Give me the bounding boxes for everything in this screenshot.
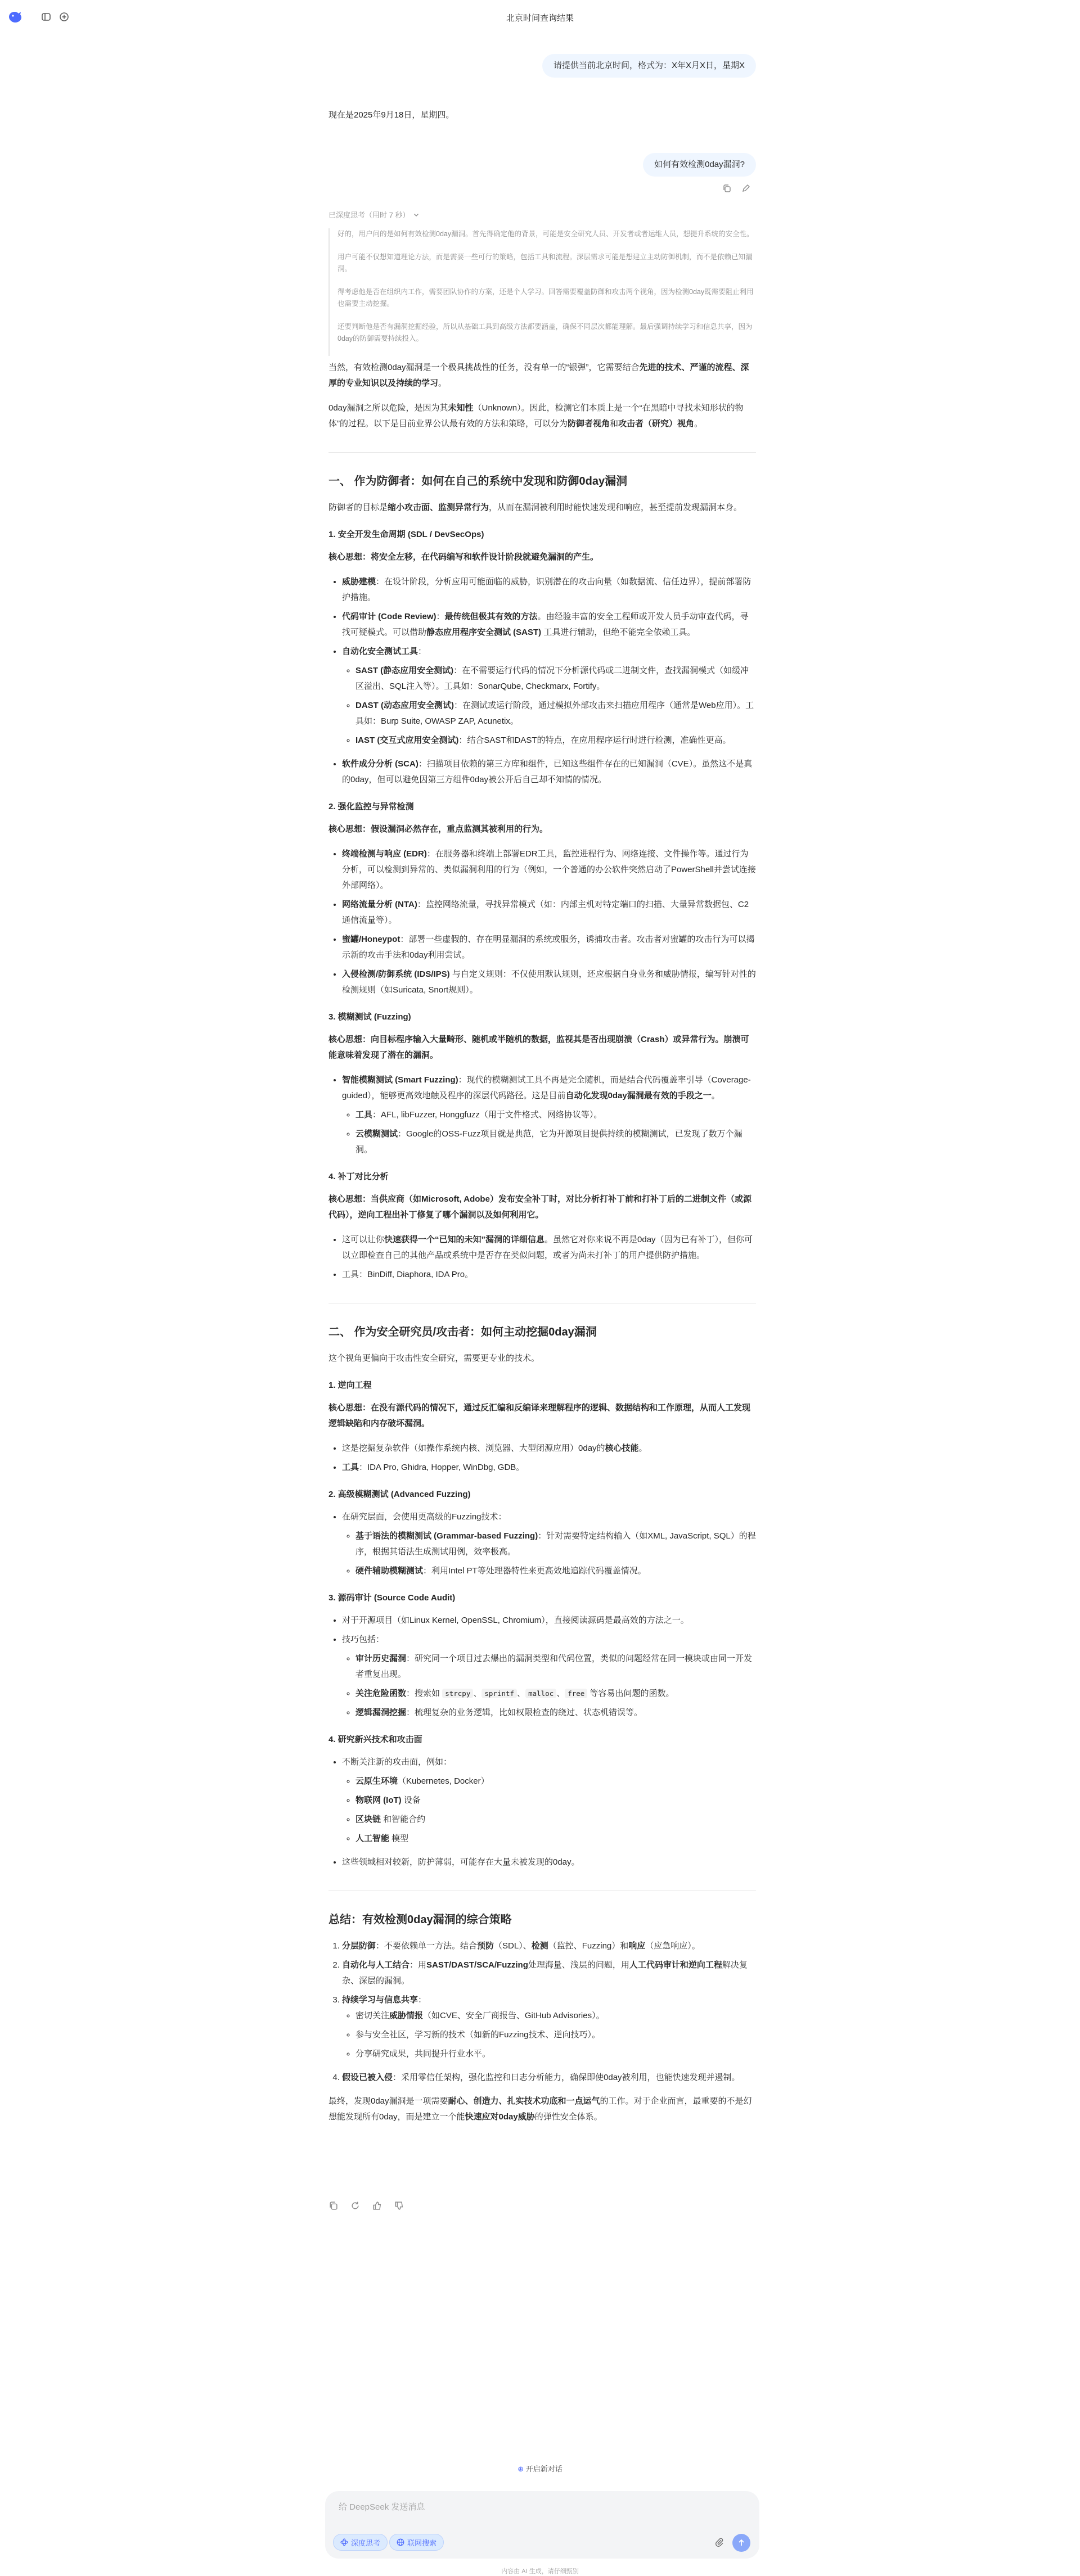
thinking-content: [328, 228, 756, 356]
subsection-heading: 4. 研究新兴技术和攻击面: [328, 1735, 422, 1744]
section-heading: 总结：有效检测0day漏洞的综合策略: [328, 1914, 512, 1926]
inline-code: strcpy: [442, 1689, 473, 1698]
answer-paragraph: 最终，发现0day漏洞是一项需要耐心、创造力、扎实技术功底和一点运气的工作。对于企业而言，最重要的不是幻想能发现所有0day，而是建立一个能快速应对0day威胁的弹性安全体系。: [328, 2096, 752, 2122]
list-item: ◦ IAST (交互式应用安全测试)：结合SAST和DAST的特点，在应用程序运行时进行检测，准确性更高。: [356, 733, 756, 748]
list-item: • 智能模糊测试 (Smart Fuzzing)：现代的模糊测试工具不再是完全随机，而是结合代码覆盖率引导（Coverage-guided），能够更高效地触及程序的深层代码路径。这是目前自动化发现0day漏洞最有效的手段之一。 ◦ 工具：AFL, libFuzzer, Honggfuzz（用于文件格式、网络协议等）。 ◦ 云模糊测试：Google的OSS-Fuzz项目就是典范，它为开源项目提供持续的模糊测试，已发现了数万个漏洞。: [342, 1072, 756, 1158]
list-item: • 在研究层面，会使用更高级的Fuzzing技术： ◦ 基于语法的模糊测试 (Grammar-based Fuzzing)：针对需要特定结构输入（如XML, JavaScript, SQL）的程序，根据其语法生成测试用例，效率极高。 ◦ 硬件辅助模糊测试：利用Intel PT等处理器特性来更高效地追踪代码覆盖情况。: [342, 1509, 756, 1579]
list-item: • 蜜罐/Honeypot：部署一些虚假的、存在明显漏洞的系统或服务，诱捕攻击者。攻击者对蜜罐的攻击行为可以揭示新的攻击手法和0day利用尝试。: [342, 932, 756, 963]
list-item: ◦ 云模糊测试：Google的OSS-Fuzz项目就是典范，它为开源项目提供持续的模糊测试，已发现了数万个漏洞。: [356, 1126, 756, 1158]
new-chat-icon: ⊕: [518, 2465, 524, 2473]
core-idea: 核心思想：将安全左移，在代码编写和软件设计阶段就避免漏洞的产生。: [328, 552, 599, 562]
list-item: ◦ 基于语法的模糊测试 (Grammar-based Fuzzing)：针对需要特定结构输入（如XML, JavaScript, SQL）的程序，根据其语法生成测试用例，效率极高。: [356, 1528, 756, 1560]
list-item: • 自动化安全测试工具： ◦ SAST (静态应用安全测试)：在不需要运行代码的情况下分析源代码或二进制文件，查找漏洞模式（如缓冲区溢出、SQL注入等）。工具如：SonarQube, Checkmarx, Fortify。 ◦ DAST (动态应用安全测试)：在测试或运行阶段，通过模拟外部攻击来扫描应用程序（通常是Web应用）。工具如：Burp Suite, OWASP ZAP, Acunetix。 ◦ IAST (交互式应用安全测试)：结合SAST和DAST的特点，在应用程序运行时进行检测，准确性更高。: [342, 644, 756, 748]
assistant-answer: [328, 360, 756, 2134]
thinking-paragraph: 得考虑他是否在组织内工作，需要团队协作的方案，还是个人学习。回答需要覆盖防御和攻击两个视角，因为检测0day既需要阻止利用也需要主动挖掘。: [338, 288, 754, 308]
answer-paragraph: 防御者的目标是缩小攻击面、监测异常行为，从而在漏洞被利用时能快速发现和响应，甚至提前发现漏洞本身。: [328, 503, 742, 512]
answer-paragraph: 这个视角更偏向于攻击性安全研究，需要更专业的技术。: [328, 1354, 540, 1363]
composer: [325, 2491, 759, 2559]
disclaimer: 内容由 AI 生成，请仔细甄别: [501, 2568, 579, 2575]
inline-code: malloc: [525, 1689, 556, 1698]
list-item: ◦ 审计历史漏洞：研究同一个项目过去爆出的漏洞类型和代码位置，类似的问题经常在同一模块或由同一开发者重复出现。: [356, 1651, 756, 1682]
subsection-heading: 3. 源码审计 (Source Code Audit): [328, 1593, 456, 1603]
new-chat-button[interactable]: ⊕ 开启新对话: [518, 2465, 562, 2473]
subsection-heading: 2. 强化监控与异常检测: [328, 802, 414, 811]
assistant-message: 现在是2025年9月18日，星期四。: [328, 110, 454, 120]
thinking-paragraph: 用户可能不仅想知道理论方法，而是需要一些可行的策略，包括工具和流程。深层需求可能是想建立主动防御机制，而不是依赖已知漏洞。: [338, 253, 753, 273]
paperclip-icon[interactable]: [714, 2537, 724, 2547]
list-item: ◦ 区块链 和智能合约: [356, 1812, 756, 1828]
subsection-heading: 4. 补丁对比分析: [328, 1172, 389, 1181]
user-message: 请提供当前北京时间，格式为：X年X月X日，星期X: [542, 54, 756, 78]
numbered-list: [328, 1938, 756, 2086]
divider: [328, 452, 756, 453]
list-item: 3. 持续学习与信息共享： ◦ 密切关注威胁情报（如CVE、安全厂商报告、GitHub Advisories）。 ◦ 参与安全社区，学习新的技术（如新的Fuzzing技术、逆向技巧）。 ◦ 分享研究成果，共同提升行业水平。: [342, 1992, 756, 2062]
list-item: ◦ 工具：AFL, libFuzzer, Honggfuzz（用于文件格式、网络协议等）。: [356, 1107, 756, 1123]
list-item: ◦ 人工智能 模型: [356, 1831, 756, 1847]
list-item: • 工具：BinDiff, Diaphora, IDA Pro。: [342, 1267, 756, 1283]
list-item: • 这可以让你快速获得一个“已知的未知”漏洞的详细信息。虽然它对你来说不再是0day（因为已有补丁），但你可以立即检查自己的其他产品或系统中是否存在类似问题，或者为尚未打补丁的用户提供防护措施。: [342, 1232, 756, 1264]
bullet-list: [328, 1232, 756, 1283]
list-item: ◦ DAST (动态应用安全测试)：在测试或运行阶段，通过模拟外部攻击来扫描应用程序（通常是Web应用）。工具如：Burp Suite, OWASP ZAP, Acunetix。: [356, 698, 756, 729]
core-idea: 核心思想：当供应商（如Microsoft, Adobe）发布安全补丁时，对比分析打补丁前和打补丁后的二进制文件（或源代码），逆向工程出补丁修复了哪个漏洞以及如何利用它。: [328, 1194, 752, 1220]
list-item: • 代码审计 (Code Review)：最传统但极其有效的方法。由经验丰富的安全工程师或开发人员手动审查代码，寻找可疑模式。可以借助静态应用程序安全测试 (SAST) 工具进行辅助，但绝不能完全依赖工具。: [342, 609, 756, 640]
list-item: 2. 自动化与人工结合：用SAST/DAST/SCA/Fuzzing处理海量、浅层的问题，用人工代码审计和逆向工程解决复杂、深层的漏洞。: [342, 1957, 756, 1989]
list-item: • 这是挖掘复杂软件（如操作系统内核、浏览器、大型闭源应用）0day的核心技能。: [342, 1441, 756, 1456]
copy-icon[interactable]: [328, 2201, 338, 2210]
subsection-heading: 1. 逆向工程: [328, 1381, 372, 1390]
answer-paragraph: 0day漏洞之所以危险，是因为其未知性（Unknown）。因此，检测它们本质上是一个“在黑暗中寻找未知形状的物体”的过程。以下是目前业界公认最有效的方法和策略，可以分为防御者视角和攻击者（研究）视角。: [328, 403, 744, 428]
message-input[interactable]: [338, 2498, 734, 2516]
inline-code: sprintf: [482, 1689, 517, 1698]
list-item: 4. 假设已被入侵：采用零信任架构，强化监控和日志分析能力，确保即使0day被利用，也能快速发现并遏制。: [342, 2070, 756, 2086]
thinking-paragraph: 还要判断他是否有漏洞挖掘经验，所以从基础工具到高级方法都要涵盖，确保不同层次都能理解。最后强调持续学习和信息共享，因为0day的防御需要持续投入。: [338, 323, 753, 342]
core-idea: 核心思想：假设漏洞必然存在，重点监测其被利用的行为。: [328, 824, 548, 834]
web-search-toggle[interactable]: 联网搜索: [389, 2534, 444, 2551]
bullet-list: [328, 1754, 756, 1870]
thumbs-up-icon[interactable]: [372, 2201, 382, 2210]
user-message: 如何有效检测0day漏洞?: [643, 153, 756, 177]
bullet-list: [328, 1613, 756, 1721]
answer-actions: [328, 2201, 404, 2210]
chevron-down-icon: [413, 211, 420, 218]
list-item: • 技巧包括： ◦ 审计历史漏洞：研究同一个项目过去爆出的漏洞类型和代码位置，类似的问题经常在同一模块或由同一开发者重复出现。 ◦ 关注危险函数：搜索如 strcpy 、 sprintf 、 malloc 、 free 等容易出问题的函数。 ◦ 逻辑漏洞挖掘：梳理复杂的业务逻辑，比如权限检查的绕过、状态机错误等。: [342, 1632, 756, 1721]
core-idea: 核心思想：向目标程序输入大量畸形、随机或半随机的数据，监视其是否出现崩溃（Crash）或异常行为。崩溃可能意味着发现了潜在的漏洞。: [328, 1035, 749, 1060]
thumbs-down-icon[interactable]: [394, 2201, 404, 2210]
section-heading: 一、 作为防御者：如何在自己的系统中发现和防御0day漏洞: [328, 475, 628, 488]
user-message-actions: [722, 184, 750, 193]
list-item: • 这些领域相对较新，防护薄弱，可能存在大量未被发现的0day。: [342, 1855, 756, 1870]
answer-paragraph: 当然，有效检测0day漏洞是一个极具挑战性的任务，没有单一的“银弹”，它需要结合先进的技术、严谨的流程、深厚的专业知识以及持续的学习。: [328, 363, 749, 388]
send-button[interactable]: [732, 2534, 750, 2552]
edit-icon[interactable]: [741, 184, 750, 193]
subsection-heading: 3. 模糊测试 (Fuzzing): [328, 1012, 411, 1022]
thinking-paragraph: 好的，用户问的是如何有效检测0day漏洞。首先得确定他的背景，可能是安全研究人员、开发者或者运维人员，想提升系统的安全性。: [338, 230, 754, 238]
globe-icon: [397, 2538, 404, 2546]
list-item: ◦ 硬件辅助模糊测试：利用Intel PT等处理器特性来更高效地追踪代码覆盖情况。: [356, 1563, 756, 1579]
send-arrow-icon: [737, 2539, 745, 2547]
section-heading: 二、 作为安全研究员/攻击者：如何主动挖掘0day漏洞: [328, 1326, 597, 1338]
bullet-list: [328, 1072, 756, 1158]
subsection-heading: 1. 安全开发生命周期 (SDL / DevSecOps): [328, 530, 484, 539]
bullet-list: [328, 1509, 756, 1579]
inline-code: free: [565, 1689, 587, 1698]
top-bar: [0, 0, 1080, 34]
list-item: ◦ 参与安全社区，学习新的技术（如新的Fuzzing技术、逆向技巧）。: [356, 2027, 756, 2043]
thinking-toggle[interactable]: [328, 209, 420, 220]
list-item: 1. 分层防御：不要依赖单一方法。结合预防（SDL）、检测（监控、Fuzzing）和响应（应急响应）。: [342, 1938, 756, 1954]
regenerate-icon[interactable]: [350, 2201, 360, 2210]
bullet-list: [328, 1441, 756, 1476]
bullet-list: [328, 846, 756, 998]
list-item: • 对于开源项目（如Linux Kernel, OpenSSL, Chromium），直接阅读源码是最高效的方法之一。: [342, 1613, 756, 1628]
atom-icon: [340, 2538, 348, 2546]
list-item: • 工具：IDA Pro, Ghidra, Hopper, WinDbg, GDB。: [342, 1460, 756, 1476]
list-item: • 网络流量分析 (NTA)：监控网络流量，寻找异常模式（如：内部主机对特定端口的扫描、大量异常数据包、C2通信流量等）。: [342, 897, 756, 928]
copy-icon[interactable]: [722, 184, 731, 193]
list-item: • 终端检测与响应 (EDR)：在服务器和终端上部署EDR工具，监控进程行为、网络连接、文件操作等。通过行为分析，可以检测到异常的、类似漏洞利用的行为（例如，一个普通的办公软件突然启动了PowerShell并尝试连接外部网络）。: [342, 846, 756, 894]
page-title: 北京时间查询结果: [506, 13, 574, 23]
list-item: • 威胁建模：在设计阶段，分析应用可能面临的威胁，识别潜在的攻击向量（如数据流、信任边界），提前部署防护措施。: [342, 574, 756, 606]
list-item: • 入侵检测/防御系统 (IDS/IPS) 与自定义规则：不仅使用默认规则，还应根据自身业务和威胁情报，编写针对性的检测规则（如Suricata, Snort规则）。: [342, 967, 756, 998]
list-item: • 不断关注新的攻击面，例如： ◦ 云原生环境（Kubernetes, Docker） ◦ 物联网 (IoT) 设备 ◦ 区块链 和智能合约 ◦ 人工智能 模型: [342, 1754, 756, 1847]
subsection-heading: 2. 高级模糊测试 (Advanced Fuzzing): [328, 1490, 471, 1499]
list-item: ◦ 关注危险函数：搜索如 strcpy 、 sprintf 、 malloc 、 free 等容易出问题的函数。: [356, 1686, 756, 1702]
list-item: • 软件成分分析 (SCA)：扫描项目依赖的第三方库和组件，已知这些组件存在的已知漏洞（CVE）。虽然这不是真的0day，但可以避免因第三方组件0day被公开后自己却不知情的情况。: [342, 756, 756, 788]
list-item: ◦ 密切关注威胁情报（如CVE、安全厂商报告、GitHub Advisories）。: [356, 2008, 756, 2024]
list-item: ◦ 物联网 (IoT) 设备: [356, 1793, 756, 1808]
list-item: ◦ 云原生环境（Kubernetes, Docker）: [356, 1774, 756, 1789]
deep-think-toggle[interactable]: 深度思考: [333, 2534, 388, 2551]
list-item: ◦ SAST (静态应用安全测试)：在不需要运行代码的情况下分析源代码或二进制文件，查找漏洞模式（如缓冲区溢出、SQL注入等）。工具如：SonarQube, Checkmarx, Fortify。: [356, 663, 756, 694]
core-idea: 核心思想：在没有源代码的情况下，通过反汇编和反编译来理解程序的逻辑、数据结构和工作原理，从而人工发现逻辑缺陷和内存破坏漏洞。: [328, 1403, 751, 1428]
list-item: ◦ 分享研究成果，共同提升行业水平。: [356, 2046, 756, 2062]
list-item: ◦ 逻辑漏洞挖掘：梳理复杂的业务逻辑，比如权限检查的绕过、状态机错误等。: [356, 1705, 756, 1721]
thinking-label: 已深度思考（用时 7 秒）: [328, 211, 410, 219]
bullet-list: [328, 574, 756, 788]
